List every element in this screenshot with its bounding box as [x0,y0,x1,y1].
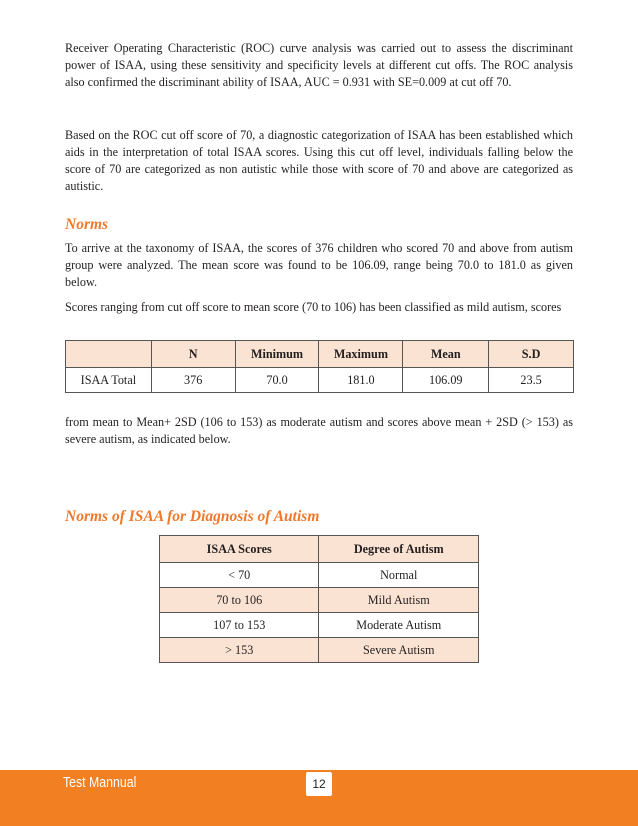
roc-paragraph: Receiver Operating Characteristic (ROC) curve analysis was carried out to assess the discriminant power of ISAA, using these sensitivity and specificity levels at different cut offs. The ROC analysis also confirmed the discriminant ability of ISAA, AUC = 0.931 with SE=0.009 at cut off 70. [65,41,573,89]
norms-header-cell: ISAA Scores [160,536,319,563]
stats-header-cell: Minimum [235,341,319,368]
taxonomy-paragraph: To arrive at the taxonomy of ISAA, the scores of 376 children who scored 70 and above from autism group were analyzed. The mean score was found to be 106.09, range being 70.0 to 181.0 as given below. [65,241,573,289]
table-row [160,613,479,638]
stats-header-cell: Maximum [319,341,403,368]
norms-score-cell: 107 to 153 [160,613,319,638]
cutoff-paragraph: Based on the ROC cut off score of 70, a diagnostic categorization of ISAA has been established which aids in the interpretation of total ISAA scores. Using this cut off level, individuals falling below the score of 70 are categorized as non autistic while those with score of 70 and above are categorized as autistic. [65,128,573,193]
stats-header-row [66,341,574,368]
stats-table [65,340,574,393]
norms-score-cell: 70 to 106 [160,588,319,613]
table-row [160,638,479,663]
norms-degree-cell: Mild Autism [319,588,479,613]
page-number: 12 [306,772,332,796]
ranging-paragraph: Scores ranging from cut off score to mean score (70 to 106) has been classified as mild autism, scores [65,300,562,314]
stats-cell: 70.0 [235,368,319,393]
footer-title: Test Mannual [63,775,137,791]
norms-heading: Norms [65,216,109,233]
norms-header-cell: Degree of Autism [319,536,479,563]
stats-cell: 181.0 [319,368,403,393]
moderate-paragraph: from mean to Mean+ 2SD (106 to 153) as moderate autism and scores above mean + 2SD (> 153) as severe autism, as indicated below. [65,415,573,446]
stats-cell: 376 [151,368,235,393]
norms-degree-cell: Severe Autism [319,638,479,663]
stats-header-cell: N [151,341,235,368]
stats-header-cell: Mean [403,341,489,368]
norms-score-cell: > 153 [160,638,319,663]
norms-degree-cell: Normal [319,563,479,588]
table-row [66,368,574,393]
norms-diagnosis-heading: Norms of ISAA for Diagnosis of Autism [65,508,320,525]
norms-header-row [160,536,479,563]
norms-score-cell: < 70 [160,563,319,588]
stats-cell: 106.09 [403,368,489,393]
stats-header-cell: S.D [489,341,574,368]
stats-cell: ISAA Total [66,368,152,393]
stats-header-cell [66,341,152,368]
norms-table [159,535,479,663]
table-row [160,563,479,588]
table-row [160,588,479,613]
stats-cell: 23.5 [489,368,574,393]
norms-degree-cell: Moderate Autism [319,613,479,638]
